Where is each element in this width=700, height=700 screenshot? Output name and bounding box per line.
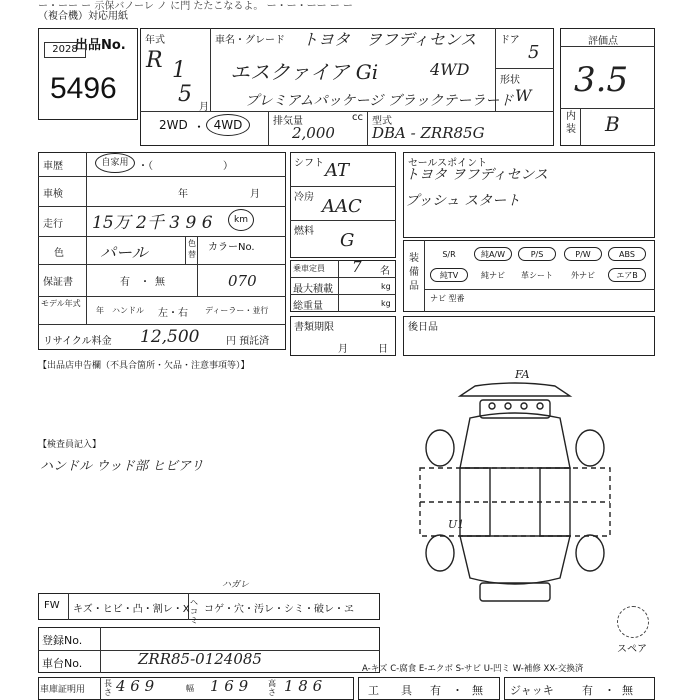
form-subtitle: （複合機）対応用紙 xyxy=(38,11,128,22)
recycle-unit: 円 預託済 xyxy=(226,336,270,347)
car-maker: トヨタ ヲフディセンス xyxy=(302,30,477,49)
jack-no: 無 xyxy=(622,684,633,697)
interior-value: B xyxy=(605,112,620,136)
displacement-unit: cc xyxy=(352,112,363,123)
inspector-comment: ハンドル ウッド部 ヒビアリ xyxy=(40,459,204,474)
score-value: 3.5 xyxy=(574,60,629,100)
colorno-label: カラーNo. xyxy=(208,242,255,253)
equipment-label: 装備品 xyxy=(409,253,419,292)
damage-legend: A-キズ C-腐食 E-エクボ S-サビ U-凹ミ W-補修 XX-交換済 xyxy=(362,664,584,674)
fw-items-1: キズ・ヒビ・凸・割レ・X xyxy=(73,604,190,615)
shift-label: シフト xyxy=(294,158,324,169)
equipment-item: S/R xyxy=(442,250,456,259)
tools-label: 工 具 xyxy=(368,684,412,697)
jack-dot: ・ xyxy=(604,684,615,697)
equipment-item: 純A/W xyxy=(474,247,512,261)
fw-mid-label: ヘコミ xyxy=(190,598,198,625)
model-year-label: モデル年式 xyxy=(41,299,81,308)
model-type-value: DBA - ZRR85G xyxy=(372,124,485,142)
equipment-item: エアB xyxy=(608,268,646,282)
inspection-label: 車検 xyxy=(43,189,63,200)
fuel-label: 燃料 xyxy=(294,226,314,237)
navi-model-label: ナビ 型番 xyxy=(430,294,465,303)
capacity-unit: 名 xyxy=(380,266,390,277)
fw-items-2: コゲ・穴・汚レ・シミ・破レ・ヱ xyxy=(204,604,354,615)
car-drive: 4WD xyxy=(430,60,470,79)
warranty-label: 保証書 xyxy=(43,277,73,288)
docs-month: 月 xyxy=(338,344,348,355)
jack-label: ジャッキ xyxy=(510,684,554,697)
shape-label: 形状 xyxy=(500,75,520,86)
mileage-label: 走行 xyxy=(43,219,63,230)
mileage-unit-circled: km xyxy=(228,209,254,231)
lot-label: 出品No. xyxy=(75,38,126,53)
equipment-item: 純ナビ xyxy=(481,271,505,280)
lot-number: 5496 xyxy=(50,72,117,105)
year-era: R xyxy=(146,48,163,73)
year-label: 年式 xyxy=(145,35,165,46)
diagram-front-label: FA xyxy=(515,368,530,381)
drive-4wd-circled: 4WD xyxy=(206,114,250,136)
ac-value: AAC xyxy=(322,196,362,217)
capacity-label: 乗車定員 xyxy=(293,264,325,273)
shift-value: AT xyxy=(325,160,350,181)
width-label: 幅 xyxy=(186,684,194,693)
history-label: 車歴 xyxy=(43,161,63,172)
chassis-label: 車台No. xyxy=(42,657,83,670)
fw-annotation: ハガレ xyxy=(222,580,250,590)
fw-label: FW xyxy=(44,600,60,611)
equipment-item: ABS xyxy=(608,247,646,261)
capacity-value: 7 xyxy=(352,258,362,276)
handle-options: 左・右 xyxy=(158,308,188,319)
spare-tire-icon xyxy=(617,606,649,638)
fuel-value: G xyxy=(340,230,355,251)
sales-points-label: セールスポイント xyxy=(408,158,488,169)
tools-no: 無 xyxy=(472,684,483,697)
door-value: 5 xyxy=(528,42,540,63)
after-day-box xyxy=(403,316,655,356)
dimensions-label: 車庫証明用 xyxy=(40,685,86,695)
header-top-text: ー・ーー ー 示保バノーレ ノ に門 たたこなるよ。 ー・ー・ーー ー ー xyxy=(38,1,353,12)
history-circled: 自家用 xyxy=(95,153,135,173)
history-rest: ・（ ） xyxy=(138,161,233,172)
interior-label: 内装 xyxy=(566,111,576,135)
year-value: 1 xyxy=(172,58,186,83)
month-suffix: 月 xyxy=(199,102,209,113)
seller-notice-label: 【出品店申告欄（不具合箇所・欠品・注意事項等）】 xyxy=(38,361,250,371)
model-type-label: 型式 xyxy=(372,116,392,127)
warranty-no: 無 xyxy=(155,277,165,288)
tools-yes: 有 xyxy=(430,684,441,697)
equipment-item: P/W xyxy=(564,247,602,261)
dealer-options: ディーラー・並行 xyxy=(205,306,269,315)
diagram-mark-u1: U1 xyxy=(448,518,465,531)
equipment-item: P/S xyxy=(518,247,556,261)
registration-label: 登録No. xyxy=(42,634,83,647)
car-name-label: 車名・グレード xyxy=(215,35,285,46)
ac-label: 冷房 xyxy=(294,192,314,203)
shape-value: W xyxy=(515,86,532,105)
mileage-value: 15万 2千 3 9 6 xyxy=(92,213,213,233)
recycle-value: 12,500 xyxy=(140,327,200,347)
colorno-value: 070 xyxy=(228,272,257,290)
tools-dot: ・ xyxy=(452,684,463,697)
after-day-label: 後日品 xyxy=(408,322,438,333)
year-month: 5 xyxy=(178,82,192,107)
car-diagram xyxy=(410,378,620,608)
docs-day: 日 xyxy=(378,344,388,355)
height-value: 1 8 6 xyxy=(284,677,323,695)
handle-label: 年 ハンドル xyxy=(96,306,144,315)
score-label: 評価点 xyxy=(588,36,618,47)
displacement-label: 排気量 xyxy=(273,116,303,127)
width-value: 1 6 9 xyxy=(210,677,249,695)
warranty-yes: 有 xyxy=(120,277,130,288)
warranty-dot: ・ xyxy=(140,277,150,288)
color-value: パール xyxy=(100,243,148,262)
door-label: ドア xyxy=(500,35,520,46)
gross-unit: kg xyxy=(381,299,391,308)
equipment-item: 外ナビ xyxy=(571,271,595,280)
inspection-year-unit: 年 xyxy=(178,189,188,200)
length-value: 4 6 9 xyxy=(116,677,155,695)
color-change-label: 色替 xyxy=(188,239,196,259)
color-label: 色 xyxy=(54,248,64,259)
drive-dot: ・ xyxy=(193,120,206,134)
inspector-label: 【検査員記入】 xyxy=(38,440,102,450)
load-unit: kg xyxy=(381,282,391,291)
drive-2wd: 2WD xyxy=(159,118,188,132)
recycle-label: リサイクル料金 xyxy=(43,336,112,347)
length-label: 長さ xyxy=(104,679,112,697)
equipment-item: 純TV xyxy=(430,268,468,282)
chassis-value: ZRR85-0124085 xyxy=(138,650,262,668)
displacement-value: 2,000 xyxy=(292,124,335,142)
car-package: プレミアムパッケージ ブラックテーラード xyxy=(245,93,514,109)
docs-label: 書類期限 xyxy=(294,322,334,333)
spare-label: スペア xyxy=(617,644,647,655)
jack-yes: 有 xyxy=(582,684,593,697)
gross-label: 総重量 xyxy=(293,301,323,312)
sales-point-2: プッシュ スタート xyxy=(405,193,521,209)
load-label: 最大積載 xyxy=(293,284,333,295)
car-model: エスクァイア Gi xyxy=(230,60,379,84)
lot-stamp: 2028 xyxy=(44,42,86,58)
equipment-item: 革シート xyxy=(521,271,553,280)
height-label: 高さ xyxy=(268,679,276,697)
inspection-month-unit: 月 xyxy=(250,189,260,200)
sales-point-1: トヨタ ヲフディセンス xyxy=(405,167,548,183)
